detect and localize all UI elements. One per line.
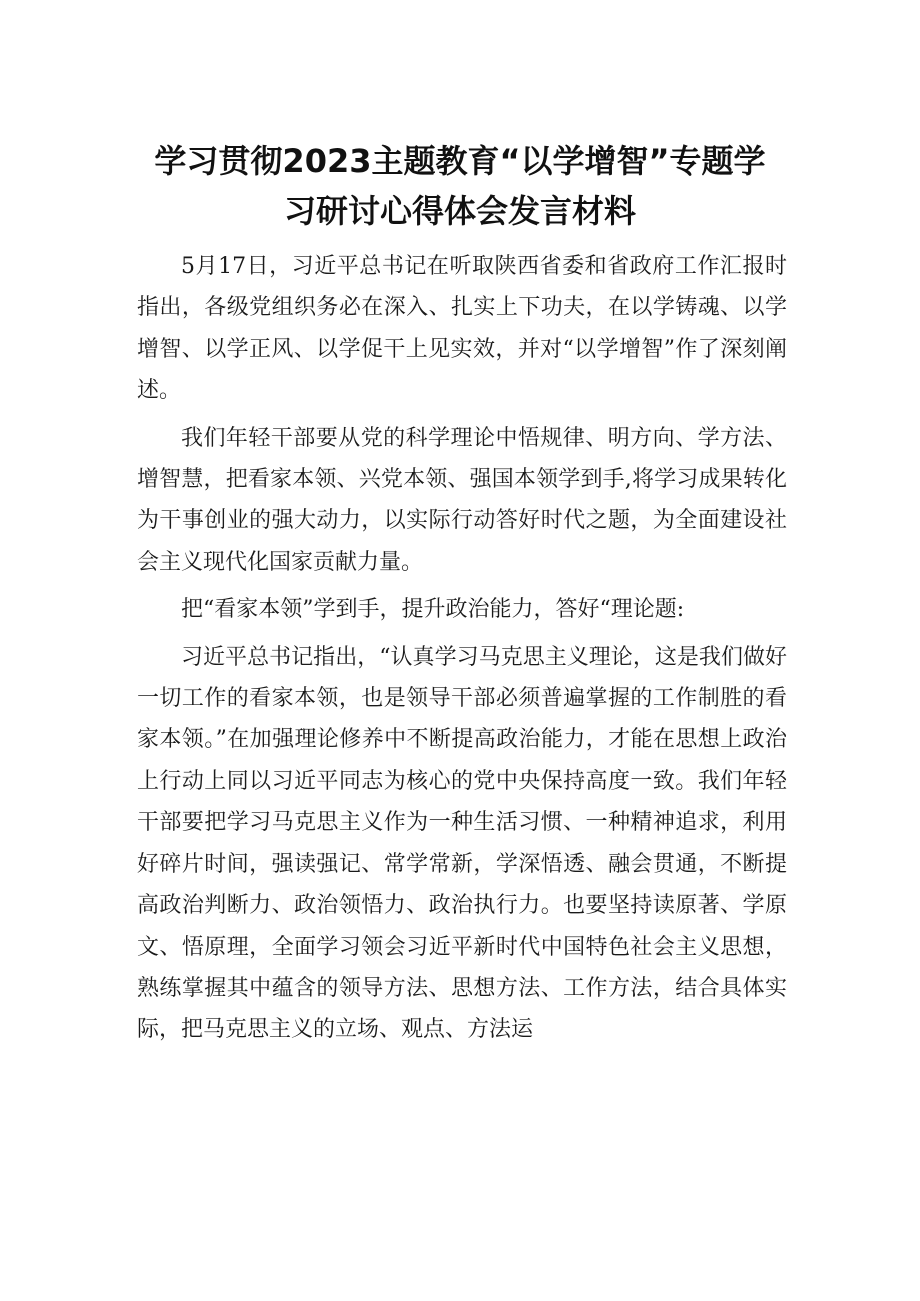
- document-title: [100, 136, 820, 236]
- title-line-2: 习研讨心得体会发言材料: [283, 192, 636, 230]
- paragraph-1: 5月17日，习近平总书记在听取陕西省委和省政府工作汇报时指出，各级党组织务必在深入、扎实上下功夫，在以学铸魂、以学增智、以学正风、以学促干上见实效，并对“以学增智”作了深刻阐述。: [137, 254, 787, 404]
- title-line-1: 学习贯彻2023主题教育“以学增智”专题学: [154, 142, 766, 180]
- paragraph-3: 把“看家本领”学到手，提升政治能力，答好“理论题:: [181, 597, 685, 623]
- paragraph-4: 习近平总书记指出，“认真学习马克思主义理论，这是我们做好一切工作的看家本领，也是领导干部必须普遍掌握的工作制胜的看家本领。”在加强理论修养中不断提高政治能力，才能在思想上政治上行动上同以习近平同志为核心的党中央保持高度一致。我们年轻干部要把学习马克思主义作为一种生活习惯、一种精神追求，利用好碎片时间，强读强记、常学常新，学深悟透、融会贯通，不断提高政治判断力、政治领悟力、政治执行力。也要坚持读原著、学原文、悟原理，全面学习领会习近平新时代中国特色社会主义思想，熟练掌握其中蕴含的领导方法、思想方法、工作方法，结合具体实际，把马克思主义的立场、观点、方法运: [137, 644, 787, 1043]
- document-body: [137, 246, 787, 1057]
- paragraph-2: 我们年轻干部要从党的科学理论中悟规律、明方向、学方法、增智慧，把看家本领、兴党本领、强国本领学到手,将学习成果转化为干事创业的强大动力，以实际行动答好时代之题，为全面建设社会主义现代化国家贡献力量。: [137, 425, 787, 575]
